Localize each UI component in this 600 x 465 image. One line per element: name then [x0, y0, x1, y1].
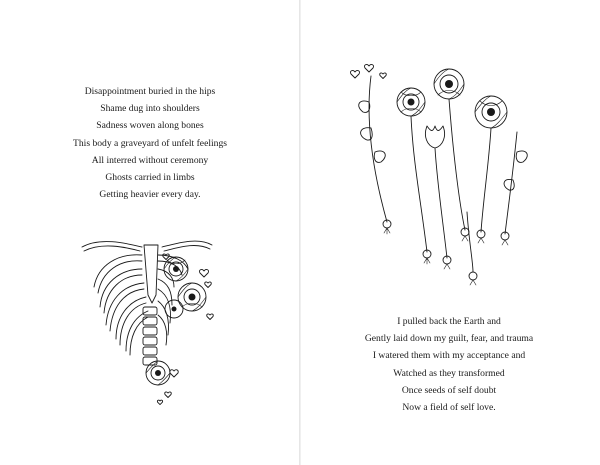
flowers-illustration [341, 62, 551, 292]
left-poem [40, 83, 260, 203]
poem-line: Gently laid down my guilt, fear, and trauma [364, 333, 534, 345]
poem-line: I pulled back the Earth and [397, 316, 501, 327]
ribcage-illustration [70, 225, 230, 415]
poem-line: Ghosts carried in limbs [105, 172, 195, 184]
poem-line: Watched as they transformed [393, 367, 505, 379]
poem-line: Getting heavier every day. [99, 189, 201, 201]
poem-line: Sadness woven along bones [96, 120, 204, 132]
poem-line: This body a graveyard of unfelt feelings [73, 137, 227, 149]
poem-line: Once seeds of self doubt [401, 384, 497, 396]
poem-line: I watered them with my acceptance and [372, 350, 526, 362]
right-page [301, 0, 600, 465]
right-poem [329, 313, 569, 416]
poem-line: Shame dug into shoulders [100, 103, 200, 115]
poem-line: Disappointment buried in the hips [84, 86, 216, 97]
left-page [0, 0, 299, 465]
poem-line: All interred without ceremony [91, 154, 209, 166]
poem-line: Now a field of self love. [402, 402, 496, 414]
